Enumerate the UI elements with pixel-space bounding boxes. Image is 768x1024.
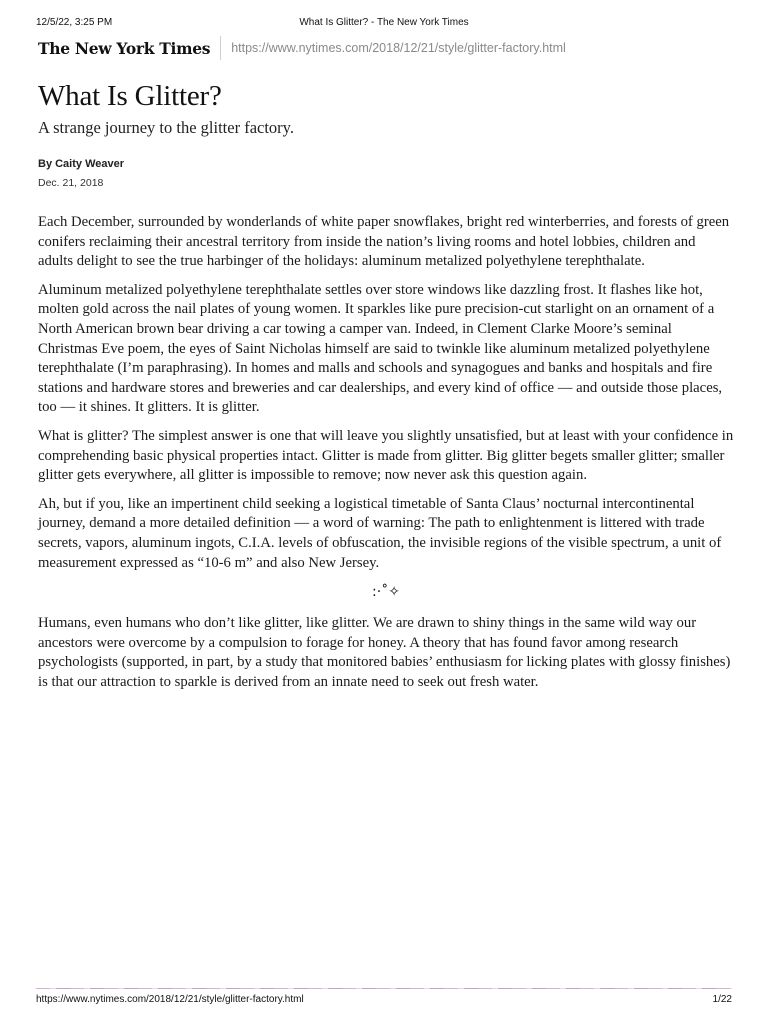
nyt-logo[interactable]: The New York Times [38, 38, 211, 58]
print-page-title: What Is Glitter? - The New York Times [299, 17, 469, 28]
sparkle-ornament-icon: :·˚✧ [372, 584, 400, 601]
article-paragraph: Humans, even humans who don’t like glitter, like glitter. We are drawn to shiny things in the same wild way our ancestors were overcome by a compulsion to forage for honey. A theory that has found favor among research psychologists (supported, in part, by a study that monitored babies’ enthusiasm for licking plates with glossy finishes) is that our attraction to sparkle is derived from an innate need to seek out fresh water. [38, 615, 731, 690]
print-header [36, 17, 732, 31]
masthead [38, 36, 732, 60]
article-byline: By Caity Weaver [38, 158, 125, 170]
masthead-divider [220, 36, 221, 60]
article-paragraph: Aluminum metalized polyethylene terephthalate settles over store windows like dazzling frost. It flashes like hot, molten gold across the nail plates of young women. It sparkles like pure precision-cut starlight on an ornament of a North American brown bear driving a car towing a camper van. Indeed, in Clement Clarke Moore’s seminal Christmas Eve poem, the eyes of Saint Nicholas himself are said to twinkle like aluminum metalized polyethylene terephthalate (I’m paraphrasing). In homes and malls and schools and synagogues and banks and hospitals and fire stations and hardware stores and breweries and car dealerships, and every kind of office — and outside those places, too — it shines. It glitters. It is glitter. [38, 281, 723, 416]
article-paragraph: What is glitter? The simplest answer is one that will leave you slightly unsatisfied, but at least with your confidence in comprehending basic physical properties intact. Glitter is made from glitter. Big glitter begets smaller glitter; smaller glitter gets everywhere, all glitter is impossible to remove; now never ask this question again. [38, 427, 734, 484]
article-dek: A strange journey to the glitter factory. [38, 118, 294, 137]
article-headline: What Is Glitter? [38, 80, 222, 112]
print-footer [36, 994, 732, 1008]
article-paragraph: Ah, but if you, like an impertinent child seeking a logistical timetable of Santa Claus’ nocturnal intercontinental journey, demand a more detailed definition — a word of warning: The path to enlightenment is littered with trade secrets, vapors, aluminum ingots, C.I.A. levels of obfuscation, the invisible regions of the visible spectrum, a unit of measurement expressed as “10-6 m” and also New Jersey. [38, 495, 722, 571]
page-number: 1/22 [712, 994, 732, 1005]
article-body [38, 213, 734, 701]
footer-rule [36, 988, 732, 989]
print-datetime: 12/5/22, 3:25 PM [36, 17, 113, 28]
article-url[interactable]: https://www.nytimes.com/2018/12/21/style/glitter-factory.html [231, 41, 566, 55]
article-paragraph: Each December, surrounded by wonderlands of white paper snowflakes, bright red winterberries, and forests of green conifers reclaiming their ancestral territory from inside the nation’s living rooms and hotel lobbies, children and adults delight to see the true harbinger of the holidays: aluminum metalized polyethylene terephthalate. [38, 214, 730, 270]
article-date: Dec. 21, 2018 [38, 177, 104, 189]
footer-url: https://www.nytimes.com/2018/12/21/style/glitter-factory.html [36, 994, 304, 1005]
